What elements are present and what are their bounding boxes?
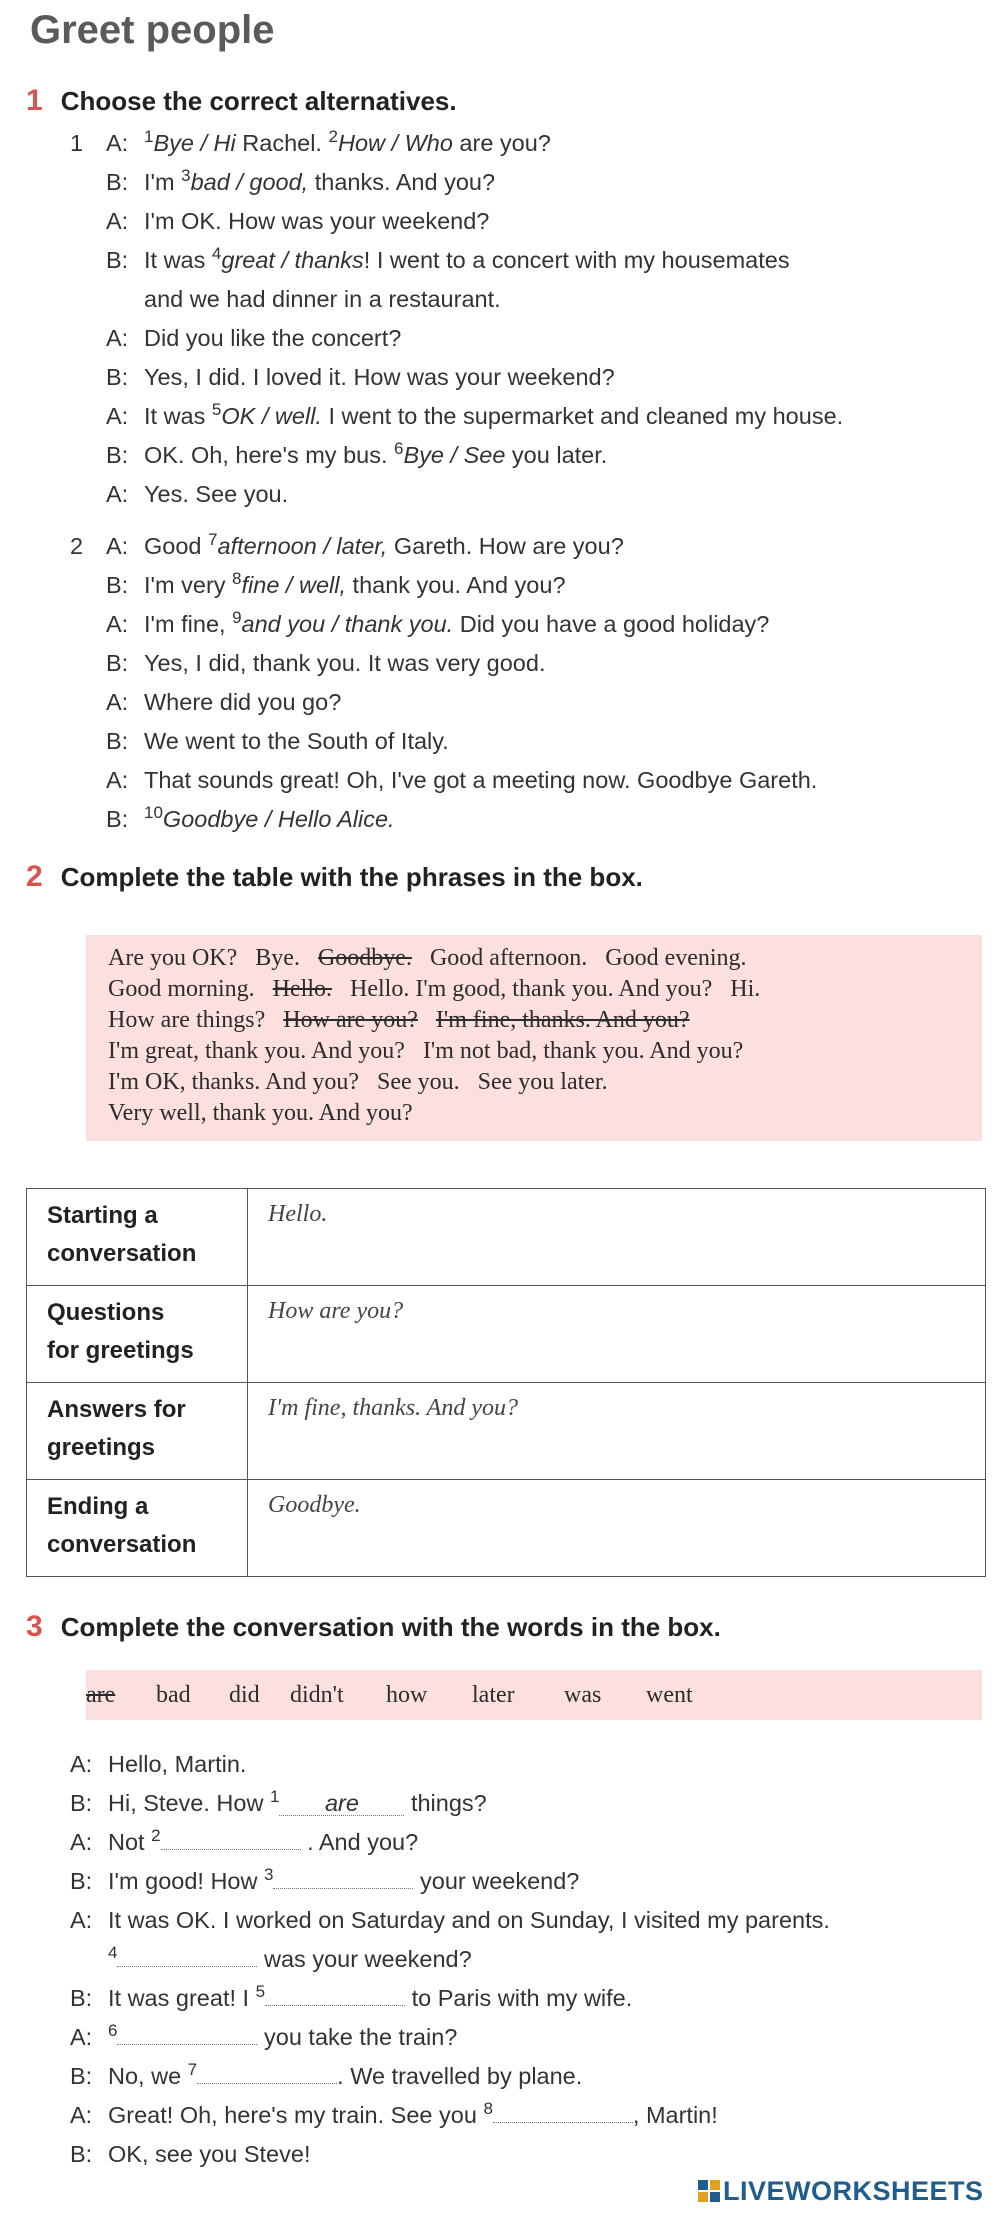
exercise-2-heading: [26, 860, 643, 894]
speaker: A:: [70, 1751, 93, 1777]
brand-text: LIVEWORKSHEETS: [723, 2176, 984, 2206]
phrase: Good afternoon.: [429, 945, 588, 971]
speaker: A:: [106, 533, 129, 559]
word: went: [646, 1682, 693, 1708]
line-text: Rachel.: [235, 130, 329, 156]
line-text: I'm fine,: [144, 611, 233, 637]
item-number: 2: [151, 1826, 161, 1846]
speaker: B:: [70, 2063, 93, 2089]
word: was: [564, 1682, 602, 1708]
row-header: [27, 1286, 248, 1383]
exercise-number: 3: [26, 1610, 43, 1643]
row-header-line: Starting a: [47, 1202, 158, 1229]
line-text: Gareth. How are you?: [387, 533, 624, 559]
item-number: 1: [269, 1787, 280, 1807]
speaker: B:: [106, 806, 129, 832]
phrase: See you.: [376, 1069, 460, 1095]
table-row: [27, 1383, 986, 1480]
dialogue-line: [70, 1979, 830, 2018]
liveworksheets-logo: [698, 2176, 984, 2207]
line-text: are you?: [452, 130, 551, 156]
speaker: A:: [106, 767, 129, 793]
line-text: It was: [144, 247, 212, 273]
row-header-line: greetings: [47, 1434, 156, 1461]
dialogue-line: [70, 319, 843, 358]
speaker: B:: [106, 442, 129, 468]
line-text: was your weekend?: [257, 1946, 472, 1972]
phrase: Hi.: [730, 976, 761, 1002]
phrase: Are you OK?: [108, 945, 238, 971]
dialogue-2: [70, 527, 817, 839]
alternative-choice[interactable]: Bye / Hi: [153, 130, 236, 156]
alternative-choice[interactable]: How / Who: [337, 130, 453, 156]
phrase: Bye.: [255, 945, 300, 971]
phrase-box: [86, 935, 982, 1141]
alternative-choice[interactable]: afternoon / later,: [217, 533, 388, 559]
speaker: A:: [70, 2102, 93, 2128]
dialogue-line: [70, 1784, 830, 1823]
row-header: [27, 1480, 248, 1577]
alternative-choice[interactable]: great / thanks: [221, 247, 364, 273]
dialogue-line: [70, 2057, 830, 2096]
dialogue-number: 1: [70, 130, 84, 156]
table-row: [27, 1189, 986, 1286]
word: bad: [156, 1682, 191, 1708]
phrase-row: [86, 974, 982, 1005]
line-text: Good: [144, 533, 209, 559]
line-text: I went to the supermarket and cleaned my house.: [321, 403, 844, 429]
line-text: Hi, Steve. How: [108, 1790, 270, 1816]
row-header: [27, 1189, 248, 1286]
dialogue-line: [70, 202, 843, 241]
phrase: Hello. I'm good, thank you. And you?: [350, 976, 713, 1002]
dialogue-line: [70, 1862, 830, 1901]
answer-blank[interactable]: [117, 1966, 257, 1967]
dialogue-line: [70, 722, 817, 761]
word-used: are: [86, 1682, 116, 1708]
line-text: OK, see you Steve!: [108, 2141, 311, 2167]
speaker: B:: [106, 169, 129, 195]
item-number: 7: [208, 530, 218, 550]
exercise-instruction: Complete the table with the phrases in the box.: [60, 862, 643, 892]
item-number: 6: [394, 439, 404, 459]
word: later: [472, 1682, 515, 1708]
alternative-choice[interactable]: bad / good,: [190, 169, 309, 195]
dialogue-line: [70, 2096, 830, 2135]
line-text: Great! Oh, here's my train. See you: [108, 2102, 484, 2128]
alternative-choice[interactable]: fine / well,: [241, 572, 347, 598]
item-number: 2: [328, 127, 338, 147]
speaker: A:: [106, 611, 129, 637]
table-row: [27, 1286, 986, 1383]
speaker: B:: [70, 1985, 93, 2011]
alternative-choice[interactable]: Goodbye / Hello Alice.: [162, 806, 395, 832]
dialogue-line: [70, 358, 843, 397]
dialogue-line: [70, 475, 843, 514]
row-header: [27, 1383, 248, 1480]
phrase: Good morning.: [108, 976, 255, 1002]
row-header-line: Answers for: [47, 1396, 186, 1423]
item-number: 5: [255, 1982, 266, 2002]
speaker: B:: [106, 364, 129, 390]
line-text: No, we: [108, 2063, 188, 2089]
dialogue-line: [70, 163, 843, 202]
item-number: 1: [144, 127, 154, 147]
line-text: thank you. And you?: [346, 572, 566, 598]
phrase-row: [86, 943, 982, 974]
answer-blank[interactable]: [493, 2122, 633, 2123]
liveworksheets-logo-icon: [698, 2180, 720, 2202]
line-text: That sounds great! Oh, I've got a meeting now. Goodbye Gareth.: [144, 767, 818, 793]
line-text: , Martin!: [632, 2102, 718, 2128]
row-header-line: Ending a: [47, 1493, 149, 1520]
table-row: [27, 1480, 986, 1577]
speaker: A:: [70, 2024, 93, 2050]
phrase-used: I'm fine, thanks. And you?: [435, 1007, 690, 1033]
dialogue-number: 2: [70, 533, 84, 559]
speaker: A:: [106, 403, 129, 429]
speaker: A:: [70, 1829, 93, 1855]
line-text: I'm: [144, 169, 182, 195]
word-box: [86, 1670, 982, 1720]
item-number: 6: [108, 2021, 118, 2041]
speaker: A:: [106, 130, 129, 156]
line-text: to Paris with my wife.: [405, 1985, 633, 2011]
dialogue-line: [70, 683, 817, 722]
answer-blank[interactable]: are: [279, 1791, 404, 1816]
answer-cell[interactable]: Hello.: [248, 1189, 986, 1286]
line-text: . We travelled by plane.: [337, 2063, 583, 2089]
line-text: It was: [144, 403, 212, 429]
dialogue-line: [70, 644, 817, 683]
alternative-choice[interactable]: and you / thank you.: [241, 611, 454, 637]
speaker: B:: [106, 572, 129, 598]
line-text: Hello, Martin.: [108, 1751, 247, 1777]
speaker: A:: [70, 1907, 93, 1933]
dialogue-line: [70, 2018, 830, 2057]
speaker: B:: [70, 2141, 93, 2167]
line-text: and we had dinner in a restaurant.: [144, 286, 501, 312]
word: didn't: [290, 1682, 344, 1708]
line-text: you take the train?: [257, 2024, 458, 2050]
line-text: Yes. See you.: [144, 481, 289, 507]
speaker: A:: [106, 689, 129, 715]
line-text: It was OK. I worked on Saturday and on Sunday, I visited my parents.: [108, 1907, 830, 1933]
row-header-line: Questions: [47, 1299, 165, 1326]
answer-cell[interactable]: How are you?: [248, 1286, 986, 1383]
item-number: 5: [211, 400, 222, 420]
dialogue-line: [70, 397, 843, 436]
alternative-choice[interactable]: OK / well.: [221, 403, 322, 429]
item-number: 8: [232, 569, 242, 589]
dialogue-line: [70, 280, 843, 319]
row-header-line: for greetings: [47, 1337, 194, 1364]
line-text: thanks. And you?: [308, 169, 496, 195]
phrase: I'm OK, thanks. And you?: [108, 1069, 359, 1095]
dialogue-line: [70, 761, 817, 800]
exercise-instruction: Choose the correct alternatives.: [60, 86, 457, 116]
dialogue-line: [70, 1940, 830, 1979]
item-number: 8: [483, 2099, 493, 2119]
speaker: B:: [106, 650, 129, 676]
phrase: I'm not bad, thank you. And you?: [422, 1038, 744, 1064]
answer-cell[interactable]: I'm fine, thanks. And you?: [248, 1383, 986, 1480]
phrase-used: Hello.: [272, 976, 332, 1002]
line-text: Yes, I did. I loved it. How was your weekend?: [144, 364, 615, 390]
exercise-number: 2: [26, 860, 43, 893]
row-header-line: conversation: [47, 1240, 197, 1267]
row-header-line: conversation: [47, 1531, 197, 1558]
item-number: 4: [211, 244, 222, 264]
dialogue-line: [70, 527, 817, 566]
line-text: I'm very: [144, 572, 233, 598]
line-text: Not: [108, 1829, 152, 1855]
phrase: Good evening.: [605, 945, 747, 971]
exercise-number: 1: [26, 84, 43, 117]
item-number: 7: [187, 2060, 198, 2080]
dialogue-line: [70, 1823, 830, 1862]
phrase-row: [86, 1067, 982, 1098]
line-text: . And you?: [300, 1829, 419, 1855]
dialogue-line: [70, 800, 817, 839]
answer-blank[interactable]: [161, 1849, 301, 1850]
line-text: I'm OK. How was your weekend?: [144, 208, 490, 234]
exercise-instruction: Complete the conversation with the words in the box.: [60, 1612, 721, 1642]
exercise-3-heading: [26, 1610, 721, 1644]
line-text: you later.: [505, 442, 608, 468]
page-title: Greet people: [30, 8, 275, 52]
speaker: B:: [106, 728, 129, 754]
item-number: 3: [181, 166, 191, 186]
word: how: [386, 1682, 428, 1708]
dialogue-3: [70, 1745, 830, 2174]
line-text: things?: [404, 1790, 487, 1816]
dialogue-line: [70, 436, 843, 475]
phrase-used: How are you?: [283, 1007, 418, 1033]
dialogue-line: [70, 1745, 830, 1784]
speaker: A:: [106, 325, 129, 351]
phrase: Very well, thank you. And you?: [108, 1100, 413, 1126]
line-text: ! I went to a concert with my housemates: [363, 247, 790, 273]
item-number: 10: [144, 803, 163, 823]
item-number: 9: [232, 608, 242, 628]
phrase-used: Goodbye.: [317, 945, 412, 971]
line-text: Did you like the concert?: [144, 325, 402, 351]
dialogue-line: [70, 124, 843, 163]
speaker: A:: [106, 208, 129, 234]
dialogue-line: [70, 605, 817, 644]
speaker: A:: [106, 481, 129, 507]
dialogue-line: [70, 2135, 830, 2174]
line-text: OK. Oh, here's my bus.: [144, 442, 395, 468]
phrase-row: [86, 1005, 982, 1036]
line-text: Yes, I did, thank you. It was very good.: [144, 650, 546, 676]
line-text: I'm good! How: [108, 1868, 264, 1894]
speaker: B:: [70, 1868, 93, 1894]
greetings-table: [26, 1188, 986, 1577]
phrase: How are things?: [108, 1007, 266, 1033]
item-number: 3: [264, 1865, 274, 1885]
alternative-choice[interactable]: Bye / See: [403, 442, 506, 468]
line-text: We went to the South of Italy.: [144, 728, 449, 754]
dialogue-line: [70, 566, 817, 605]
answer-blank[interactable]: [273, 1888, 413, 1889]
phrase: See you later.: [477, 1069, 608, 1095]
line-text: Did you have a good holiday?: [453, 611, 770, 637]
dialogue-1: [70, 124, 843, 514]
exercise-1-heading: [26, 84, 457, 118]
line-text: your weekend?: [413, 1868, 580, 1894]
item-number: 4: [108, 1943, 118, 1963]
phrase-row: [86, 1036, 982, 1067]
line-text: Where did you go?: [144, 689, 342, 715]
phrase: I'm great, thank you. And you?: [108, 1038, 405, 1064]
dialogue-line: [70, 1901, 830, 1940]
speaker: B:: [106, 247, 129, 273]
word: did: [229, 1682, 260, 1708]
answer-blank[interactable]: [197, 2083, 337, 2084]
speaker: B:: [70, 1790, 93, 1816]
answer-blank[interactable]: [117, 2044, 257, 2045]
answer-cell[interactable]: Goodbye.: [248, 1480, 986, 1577]
dialogue-line: [70, 241, 843, 280]
answer-blank[interactable]: [265, 2005, 405, 2006]
line-text: It was great! I: [108, 1985, 256, 2011]
phrase-row: [86, 1098, 982, 1129]
